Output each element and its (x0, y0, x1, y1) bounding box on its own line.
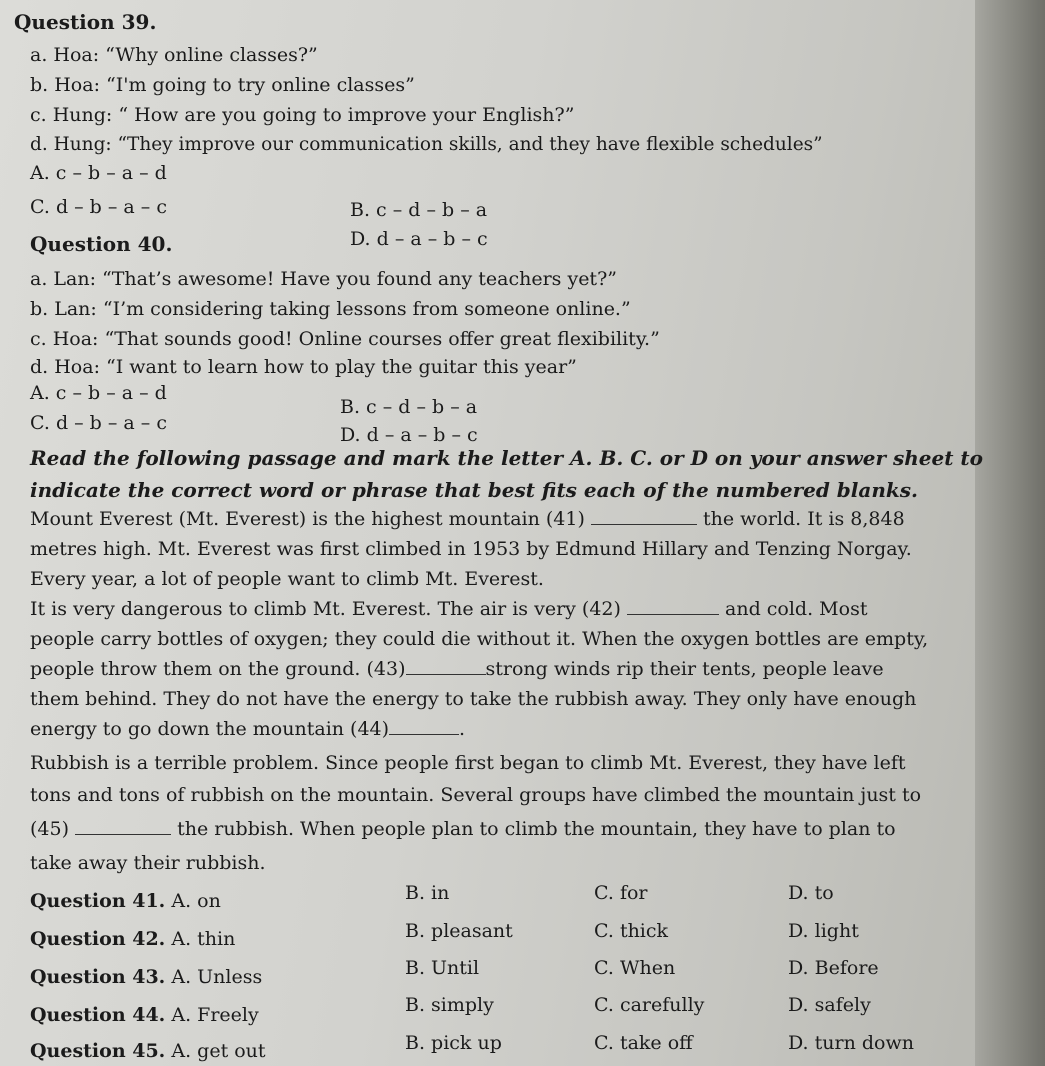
passage-line-2: metres high. Mt. Everest was first climbed in 1953 by Edmund Hillary and Tenzing Norgay. (30, 538, 912, 560)
passage-line-1 (30, 508, 905, 530)
answer-42-d: D. light (788, 920, 859, 942)
passage-line-4 (30, 598, 867, 620)
blank-41 (591, 523, 697, 525)
q40-line-c: c. Hoa: “That sounds good! Online courses offer great flexibility.” (30, 328, 660, 350)
question-39-title: Question 39. (14, 10, 157, 34)
q40-line-d: d. Hoa: “I want to learn how to play the guitar this year” (30, 356, 577, 378)
passage-text: and cold. Most (718, 598, 868, 620)
answer-41-b: B. in (405, 882, 450, 904)
answer-45-label: Question 45. A. get out (30, 1040, 266, 1062)
answer-41-label: Question 41. A. on (30, 890, 221, 912)
page-edge-shadow (975, 0, 1045, 1066)
passage-line-7: them behind. They do not have the energy to take the rubbish away. They only have enough (30, 688, 917, 710)
answer-42-c: C. thick (594, 920, 669, 942)
q40-option-a: A. c – b – a – d (30, 382, 167, 404)
passage-text: Mount Everest (Mt. Everest) is the highest mountain (41) (30, 508, 591, 530)
passage-line-3: Every year, a lot of people want to climb Mt. Everest. (30, 568, 544, 590)
q39-line-d: d. Hung: “They improve our communication skills, and they have flexible schedules” (30, 134, 823, 155)
q39-option-c: C. d – b – a – c (30, 196, 167, 218)
passage-text: the world. It is 8,848 (696, 508, 905, 530)
q40-line-b: b. Lan: “I’m considering taking lessons from someone online.” (30, 298, 631, 320)
q39-line-b: b. Hoa: “I'm going to try online classes” (30, 74, 415, 96)
passage-line-6 (30, 658, 884, 680)
instruction-line-2: indicate the correct word or phrase that best fits each of the numbered blanks. (30, 478, 918, 502)
q39-option-d: D. d – a – b – c (350, 228, 488, 250)
question-40-title: Question 40. (30, 232, 173, 256)
blank-45 (75, 833, 171, 835)
q40-option-d: D. d – a – b – c (340, 424, 478, 446)
q40-option-b: B. c – d – b – a (340, 396, 478, 418)
q40-line-a: a. Lan: “That’s awesome! Have you found any teachers yet?” (30, 268, 617, 290)
answer-45-d: D. turn down (788, 1032, 914, 1054)
passage-line-5: people carry bottles of oxygen; they could die without it. When the oxygen bottles are empty, (30, 628, 929, 650)
q39-line-c: c. Hung: “ How are you going to improve your English?” (30, 104, 575, 126)
passage-line-9: Rubbish is a terrible problem. Since people first began to climb Mt. Everest, they have left (30, 752, 906, 774)
blank-43 (406, 673, 486, 675)
answer-41-c: C. for (594, 882, 648, 904)
answer-42-b: B. pleasant (405, 920, 513, 942)
q39-line-a: a. Hoa: “Why online classes?” (30, 44, 318, 66)
passage-text: the rubbish. When people plan to climb the mountain, they have to plan to (171, 818, 896, 840)
passage-line-10: tons and tons of rubbish on the mountain. Several groups have climbed the mountain just to (30, 784, 922, 806)
blank-44 (389, 733, 459, 735)
answer-44-d: D. safely (788, 994, 871, 1016)
answer-45-b: B. pick up (405, 1032, 502, 1054)
passage-text: . (459, 718, 466, 740)
answer-45-c: C. take off (594, 1032, 693, 1054)
instruction-line-1: Read the following passage and mark the letter A. B. C. or D on your answer sheet to (30, 446, 983, 470)
answer-44-c: C. carefully (594, 994, 705, 1016)
q40-option-c: C. d – b – a – c (30, 412, 167, 434)
answer-42-label: Question 42. A. thin (30, 928, 236, 950)
answer-41-d: D. to (788, 882, 834, 904)
passage-text: (45) (30, 818, 76, 840)
answer-43-c: C. When (594, 957, 676, 979)
passage-line-12: take away their rubbish. (30, 852, 266, 874)
passage-text: people throw them on the ground. (43) (30, 658, 406, 680)
blank-42 (627, 613, 719, 615)
answer-43-d: D. Before (788, 957, 879, 979)
passage-text: strong winds rip their tents, people leave (485, 658, 884, 680)
q39-option-a: A. c – b – a – d (30, 162, 167, 184)
passage-text: It is very dangerous to climb Mt. Everest. The air is very (42) (30, 598, 627, 620)
passage-line-11 (30, 818, 896, 840)
answer-44-label: Question 44. A. Freely (30, 1004, 259, 1026)
passage-line-8 (30, 718, 465, 740)
answer-44-b: B. simply (405, 994, 494, 1016)
answer-43-b: B. Until (405, 957, 480, 979)
passage-text: energy to go down the mountain (44) (30, 718, 390, 740)
q39-option-b: B. c – d – b – a (350, 199, 488, 221)
answer-43-label: Question 43. A. Unless (30, 966, 263, 988)
